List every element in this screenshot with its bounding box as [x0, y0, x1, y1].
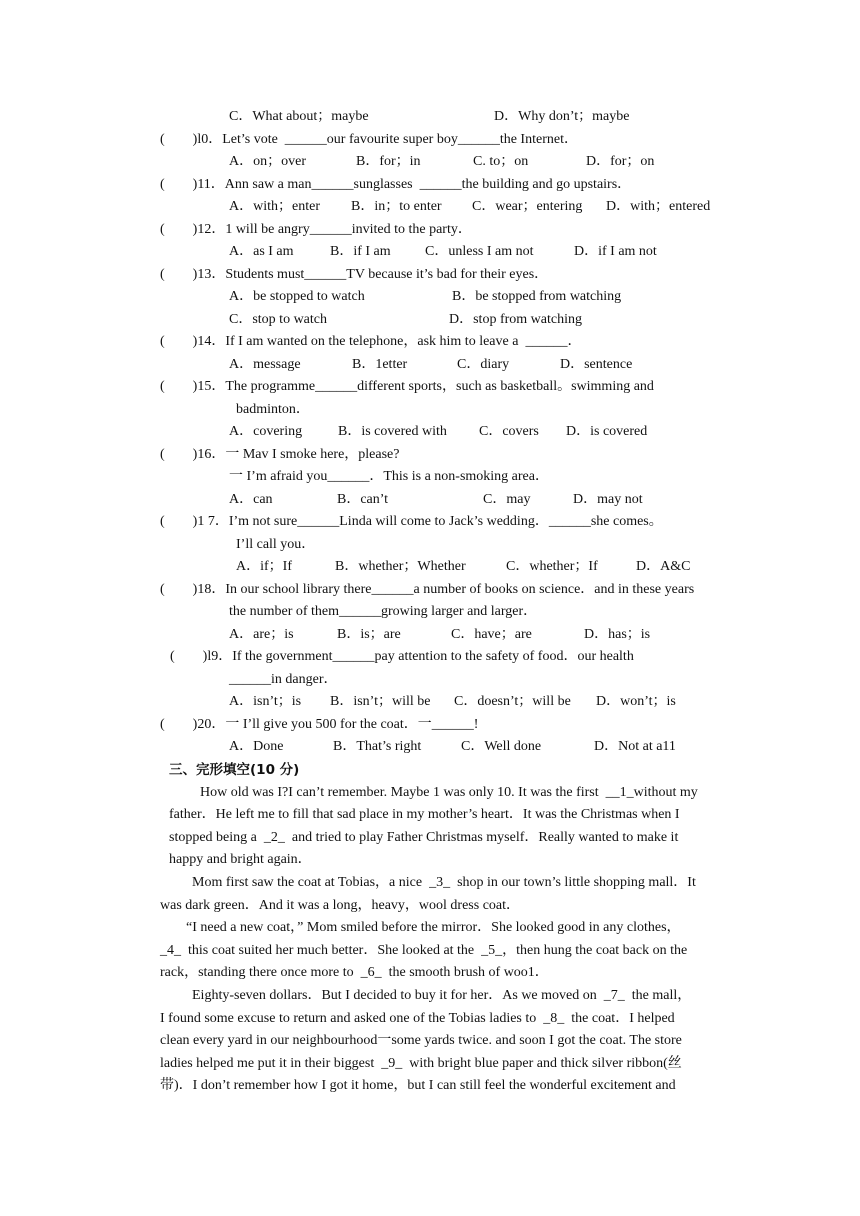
option-d: D．for；on: [586, 154, 655, 169]
option-a: A．isn’t；is: [229, 694, 302, 709]
option-a: A．on；over: [229, 154, 306, 169]
passage-line: I found some excuse to return and asked one of the Tobias ladies to _8_ the coat．I helped: [160, 1011, 675, 1026]
option-b: B．isn’t；will be: [330, 694, 431, 709]
option-d: D．stop from watching: [449, 312, 582, 327]
q9-option-d: D．Why don’t；maybe: [494, 109, 630, 124]
option-a: A．are；is: [229, 627, 294, 642]
option-d: D．Not at a11: [594, 739, 676, 754]
option-a: A．can: [229, 492, 273, 507]
option-b: B．be stopped from watching: [452, 289, 622, 304]
option-d: D．with；entered: [606, 199, 711, 214]
option-d: D．if I am not: [574, 244, 657, 259]
option-b: B．That’s right: [333, 739, 422, 754]
question-stem: ( )11．Ann saw a man______sunglasses ______the building and go upstairs．: [160, 177, 632, 192]
passage-line: stopped being a _2_ and tried to play Father Christmas myself．Really wanted to make it: [169, 830, 679, 845]
question-stem-continued: I’ll call you．: [236, 537, 316, 552]
passage-line: was dark green．And it was a long，heavy，wool dress coat．: [160, 898, 521, 913]
question-stem: ( )l9．If the government______pay attention to the safety of food．our health: [170, 649, 634, 664]
option-c: C．may: [483, 492, 531, 507]
option-c: C．diary: [457, 357, 510, 372]
option-d: D．won’t；is: [596, 694, 676, 709]
question-stem-continued: ______in danger．: [229, 672, 338, 687]
option-d: D．has；is: [584, 627, 651, 642]
passage-line: ladies helped me put it in their biggest _9_ with bright blue paper and thick silver ribbon(丝: [160, 1056, 682, 1071]
question-stem: ( )14．If I am wanted on the telephone，ask him to leave a ______．: [160, 334, 582, 349]
option-d: D．A&C: [636, 559, 691, 574]
option-b: B．is；are: [337, 627, 401, 642]
question-stem-continued: badminton．: [236, 402, 310, 417]
option-a: A．with；enter: [229, 199, 320, 214]
option-a: A．covering: [229, 424, 303, 439]
option-b: B．can’t: [337, 492, 389, 507]
passage-line: How old was I?I can’t remember. Maybe 1 was only 10. It was the first __1_without my: [200, 785, 698, 800]
passage-line: “I need a new coat，” Mom smiled before the mirror．She looked good in any clothes，: [186, 920, 681, 935]
passage-line: clean every yard in our neighbourhood一some yards twice. and soon I got the coat. The store: [160, 1033, 682, 1048]
question-stem: ( )1 7．I’m not sure______Linda will come to Jack’s wedding．______she comes。: [160, 514, 663, 529]
option-c: C．wear；entering: [472, 199, 583, 214]
option-b: B．if I am: [330, 244, 391, 259]
option-c: C．whether；If: [506, 559, 598, 574]
option-b: B．is covered with: [338, 424, 447, 439]
passage-line: rack，standing there once more to _6_ the smooth brush of woo1．: [160, 965, 549, 980]
option-a: A．if；If: [236, 559, 292, 574]
option-a: A．Done: [229, 739, 284, 754]
option-a: A．be stopped to watch: [229, 289, 365, 304]
option-a: A．message: [229, 357, 301, 372]
passage-line: 带)．I don’t remember how I got it home，but I can still feel the wonderful excitement and: [160, 1078, 676, 1093]
option-c: C．doesn’t；will be: [454, 694, 571, 709]
option-d: D．may not: [573, 492, 643, 507]
option-c: C．unless I am not: [425, 244, 534, 259]
question-stem: ( )12．1 will be angry______invited to the party．: [160, 222, 472, 237]
option-c: C．Well done: [461, 739, 542, 754]
option-b: B．for；in: [356, 154, 421, 169]
question-stem-continued: 一 I’m afraid you______．This is a non-smoking area．: [229, 469, 549, 484]
q9-option-c: C．What about；maybe: [229, 109, 369, 124]
option-b: B．whether；Whether: [335, 559, 466, 574]
question-stem-continued: the number of them______growing larger and larger．: [229, 604, 538, 619]
option-c: C. to；on: [473, 154, 529, 169]
question-stem: ( )16．一 Mav I smoke here，please?: [160, 447, 400, 462]
passage-line: Mom first saw the coat at Tobias，a nice _3_ shop in our town’s little shopping mall．It: [192, 875, 696, 890]
question-stem: ( )20．一 I’ll give you 500 for the coat．一______!: [160, 717, 479, 732]
question-stem: ( )13．Students must______TV because it’s bad for their eyes．: [160, 267, 549, 282]
question-stem: ( )18．In our school library there______a number of books on science．and in these years: [160, 582, 695, 597]
option-c: C．covers: [479, 424, 539, 439]
passage-line: Eighty-seven dollars．But I decided to buy it for her．As we moved on _7_ the mall，: [192, 988, 692, 1003]
option-c: C．have；are: [451, 627, 532, 642]
question-stem: ( )15．The programme______different sports，such as basketball。swimming and: [160, 379, 654, 394]
option-b: B．in；to enter: [351, 199, 442, 214]
option-c: C．stop to watch: [229, 312, 327, 327]
passage-line: father．He left me to fill that sad place in my mother’s heart．It was the Christmas when I: [169, 807, 680, 822]
question-stem: ( )l0．Let’s vote ______our favourite super boy______the Internet．: [160, 132, 578, 147]
section-title: 三、完形填空(10 分): [169, 762, 300, 778]
passage-line: happy and bright again．: [169, 852, 312, 867]
passage-line: _4_ this coat suited her much better．She looked at the _5_，then hung the coat back on the: [160, 943, 688, 958]
option-a: A．as I am: [229, 244, 294, 259]
option-d: D．is covered: [566, 424, 648, 439]
option-b: B．1etter: [352, 357, 408, 372]
option-d: D．sentence: [560, 357, 633, 372]
